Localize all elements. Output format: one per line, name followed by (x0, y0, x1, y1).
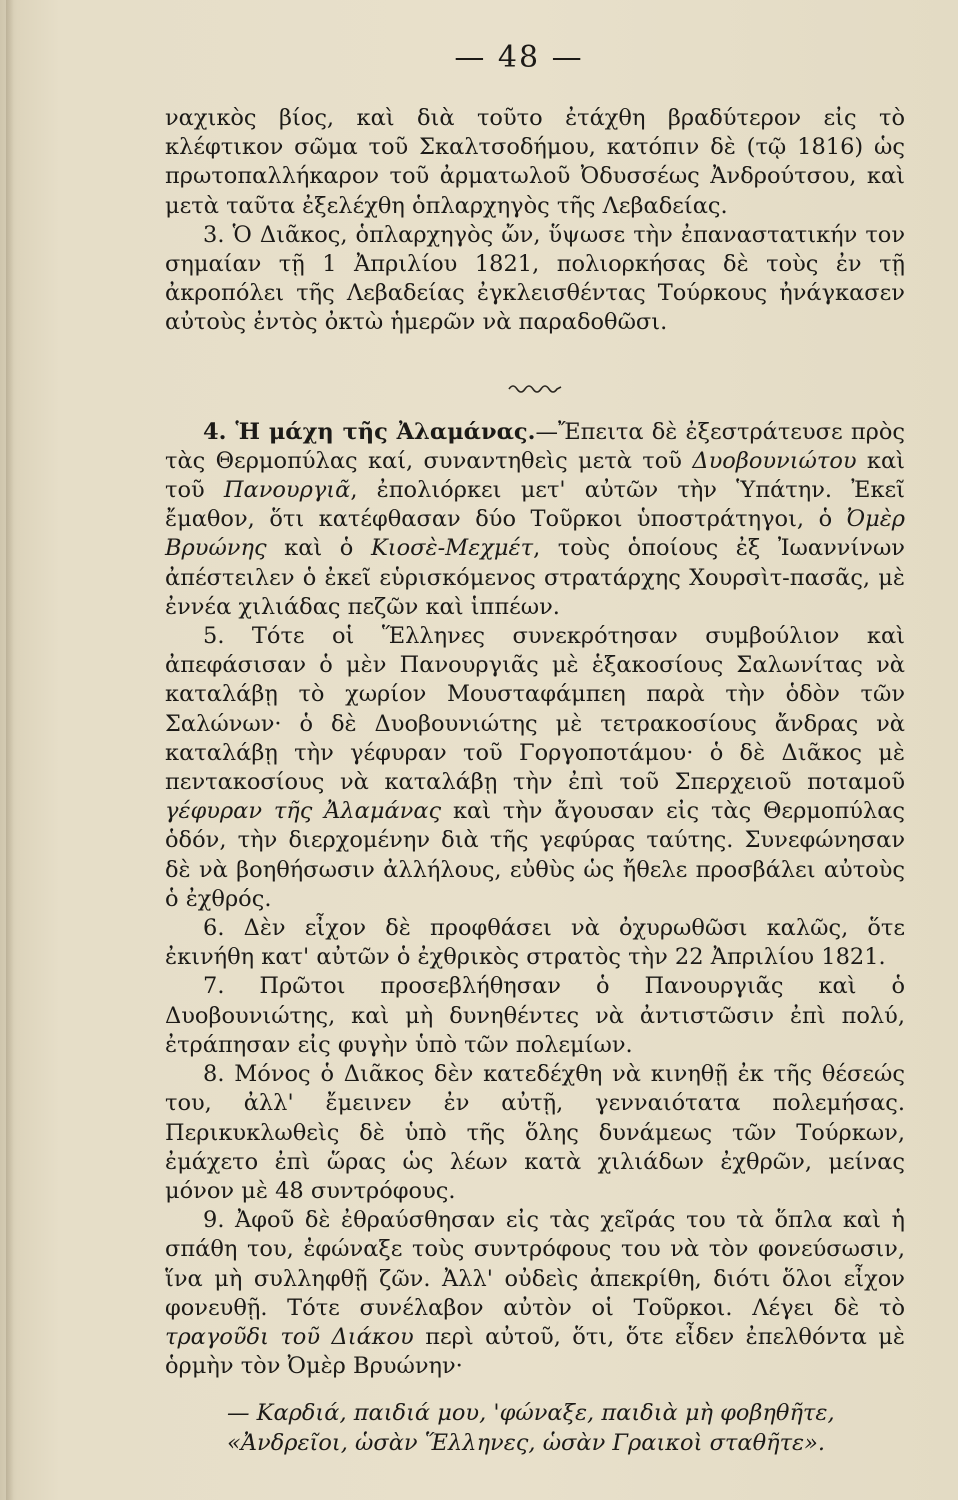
wavy-ornament (165, 374, 905, 392)
text-run: καὶ τοῦ (165, 447, 906, 504)
text-run: καὶ ὁ (266, 535, 371, 562)
quote-line-1: — Καρδιά, παιδιά μου, 'φώναξε, παιδιὰ μὴ φοβηθῆτε, (227, 1400, 835, 1427)
text-run: , ἐπολιόρκει μετ' αὐτῶν τὴν Ὑπάτην. Ἐκεῖ ἔμαθον, ὅτι κατέφθασαν δύο Τοῦρκοι ὑποστράτηγοι, ὁ (165, 477, 906, 533)
page-fold-shadow (6, 0, 14, 1500)
text-run: —Ἔπειτα δὲ ἐξεστράτευσε πρὸς τὰς Θερμοπύλας καί, συναντηθεὶς μετὰ τοῦ (165, 418, 905, 474)
paragraph-1: ναχικὸς βίος, καὶ διὰ τοῦτο ἐτάχθη βραδύτερον εἰς τὸ κλέφτικον σῶμα τοῦ Σκαλτσοδήμου, κατόπιν δὲ (τῷ 1816) ὡς πρωτοπαλλήκαρον τοῦ ἀρματωλοῦ Ὀδυσσέως Ἀνδρούτσου, καὶ μετὰ ταῦτα ἐξελέχθη ὁπλαρχηγὸς τῆς Λεβαδείας. (165, 105, 905, 219)
paragraph-5 (165, 622, 905, 914)
paragraph-9 (165, 1206, 905, 1381)
name-panourgias: Πανουργιᾶ (223, 477, 351, 504)
bridge-of-alamana: γέφυραν τῆς Ἀλαμάνας (165, 798, 442, 825)
text-run: , τοὺς ὁποίους ἐξ Ἰωαννίνων ἀπέστειλεν ὁ ἐκεῖ εὑρισκόμενος στρατάρχης Χουρσὶτ-πασᾶς, μὲ ἐννέα χιλιάδας πεζῶν καὶ ἱππέων. (165, 535, 905, 620)
name-omer-vryonis: Ὀμὲρ Βρυώνης (165, 506, 905, 562)
text-run: 9. Ἀφοῦ δὲ ἐθραύσθησαν εἰς τὰς χεῖράς του τὰ ὅπλα καὶ ἡ σπάθη του, ἐφώναξε τοὺς συντρόφους του νὰ τὸν φονεύσωσιν, ἵνα μὴ συλληφθῇ ζῶν. Ἀλλ' οὐδεὶς ἀπεκρίθη, διότι ὅλοι εἶχον φονευθῇ. Τότε συνέλαβον αὐτὸν οἱ Τοῦρκοι. Λέγει δὲ τὸ (165, 1207, 905, 1321)
text-run: περὶ αὐτοῦ, ὅτι, ὅτε εἶδεν ἐπελθόντα μὲ ὁρμὴν τὸν Ὀμὲρ Βρυώνην· (165, 1323, 905, 1380)
spacer (165, 1381, 905, 1399)
text-run: καὶ τὴν ἄγουσαν εἰς τὰς Θερμοπύλας ὁδόν, τὴν διερχομένην διὰ τῆς γεφύρας ταύτης. Συνεφώνησαν δὲ νὰ βοηθήσωσιν ἀλλήλους, εὐθὺς ὡς ἤθελε προσβάλει αὐτοὺς ὁ ἐχθρός. (165, 798, 905, 912)
name-kiose-mehmet: Κιοσὲ-Μεχμέτ (370, 535, 534, 562)
paragraph-7: 7. Πρῶτοι προσεβλήθησαν ὁ Πανουργιᾶς καὶ ὁ Δυοβουνιώτης, καὶ μὴ δυνηθέντες νὰ ἀντιστῶσιν ἐπὶ πολύ, ἐτράπησαν εἰς φυγὴν ὑπὸ τῶν πολεμίων. (165, 973, 905, 1058)
paragraph-4 (165, 418, 905, 622)
body-text (165, 104, 905, 1458)
quote-line-2: «Ἀνδρεῖοι, ὡσὰν Ἕλληνες, ὡσὰν Γραικοὶ σταθῆτε». (227, 1429, 826, 1456)
paragraph-6: 6. Δὲν εἶχον δὲ προφθάσει νὰ ὀχυρωθῶσι καλῶς, ὅτε ἐκινήθη κατ' αὐτῶν ὁ ἐχθρικὸς στρατὸς τὴν 22 Ἀπριλίου 1821. (165, 915, 905, 971)
song-of-diakos: τραγοῦδι τοῦ Διάκου (165, 1323, 414, 1350)
paragraph-3: 3. Ὁ Διᾶκος, ὁπλαρχηγὸς ὤν, ὕψωσε τὴν ἐπαναστατικήν τον σημαίαν τῇ 1 Ἀπριλίου 1821, πολιορκήσας δὲ τοὺς ἐν τῇ ἀκροπόλει τῆς Λεβαδείας ἐγκλεισθέντας Τούρκους ἠνάγκασεν αὐτοὺς ἐντὸς ὀκτὼ ἡμερῶν νὰ παραδοθῶσι. (165, 221, 905, 336)
text-run: 5. Τότε οἱ Ἕλληνες συνεκρότησαν συμβούλιον καὶ ἀπεφάσισαν ὁ μὲν Πανουργιᾶς μὲ ἑξακοσίους Σαλωνίτας νὰ καταλάβῃ τὸ χωρίον Μουσταφάμπεη παρὰ τὴν ὁδὸν τῶν Σαλώνων· ὁ δὲ Δυοβουνιώτης μὲ τετρακοσίους ἄνδρας νὰ καταλάβῃ τὴν γέφυραν τοῦ Γοργοποτάμου· ὁ δὲ Διᾶκος μὲ πεντακοσίους νὰ καταλάβῃ τὴν ἐπὶ τοῦ Σπερχειοῦ ποταμοῦ (165, 623, 905, 796)
paragraph-8: 8. Μόνος ὁ Διᾶκος δὲν κατεδέχθη νὰ κινηθῇ ἐκ τῆς θέσεώς του, ἀλλ' ἔμεινεν ἐν αὐτῇ, γενναιότατα πολεμήσας. Περικυκλωθεὶς δὲ ὑπὸ τῆς ὅλης δυνάμεως τῶν Τούρκων, ἐμάχετο ἐπὶ ὥρας ὡς λέων κατὰ χιλιάδων ἐχθρῶν, μείνας μόνον μὲ 48 συντρόφους. (165, 1061, 905, 1204)
name-dyovouniotis: Δυοβουνιώτου (692, 447, 857, 474)
page-number: — 48 — (454, 40, 584, 75)
section-heading-alamana: 4. Ἡ μάχη τῆς Ἀλαμάνας. (203, 418, 536, 445)
